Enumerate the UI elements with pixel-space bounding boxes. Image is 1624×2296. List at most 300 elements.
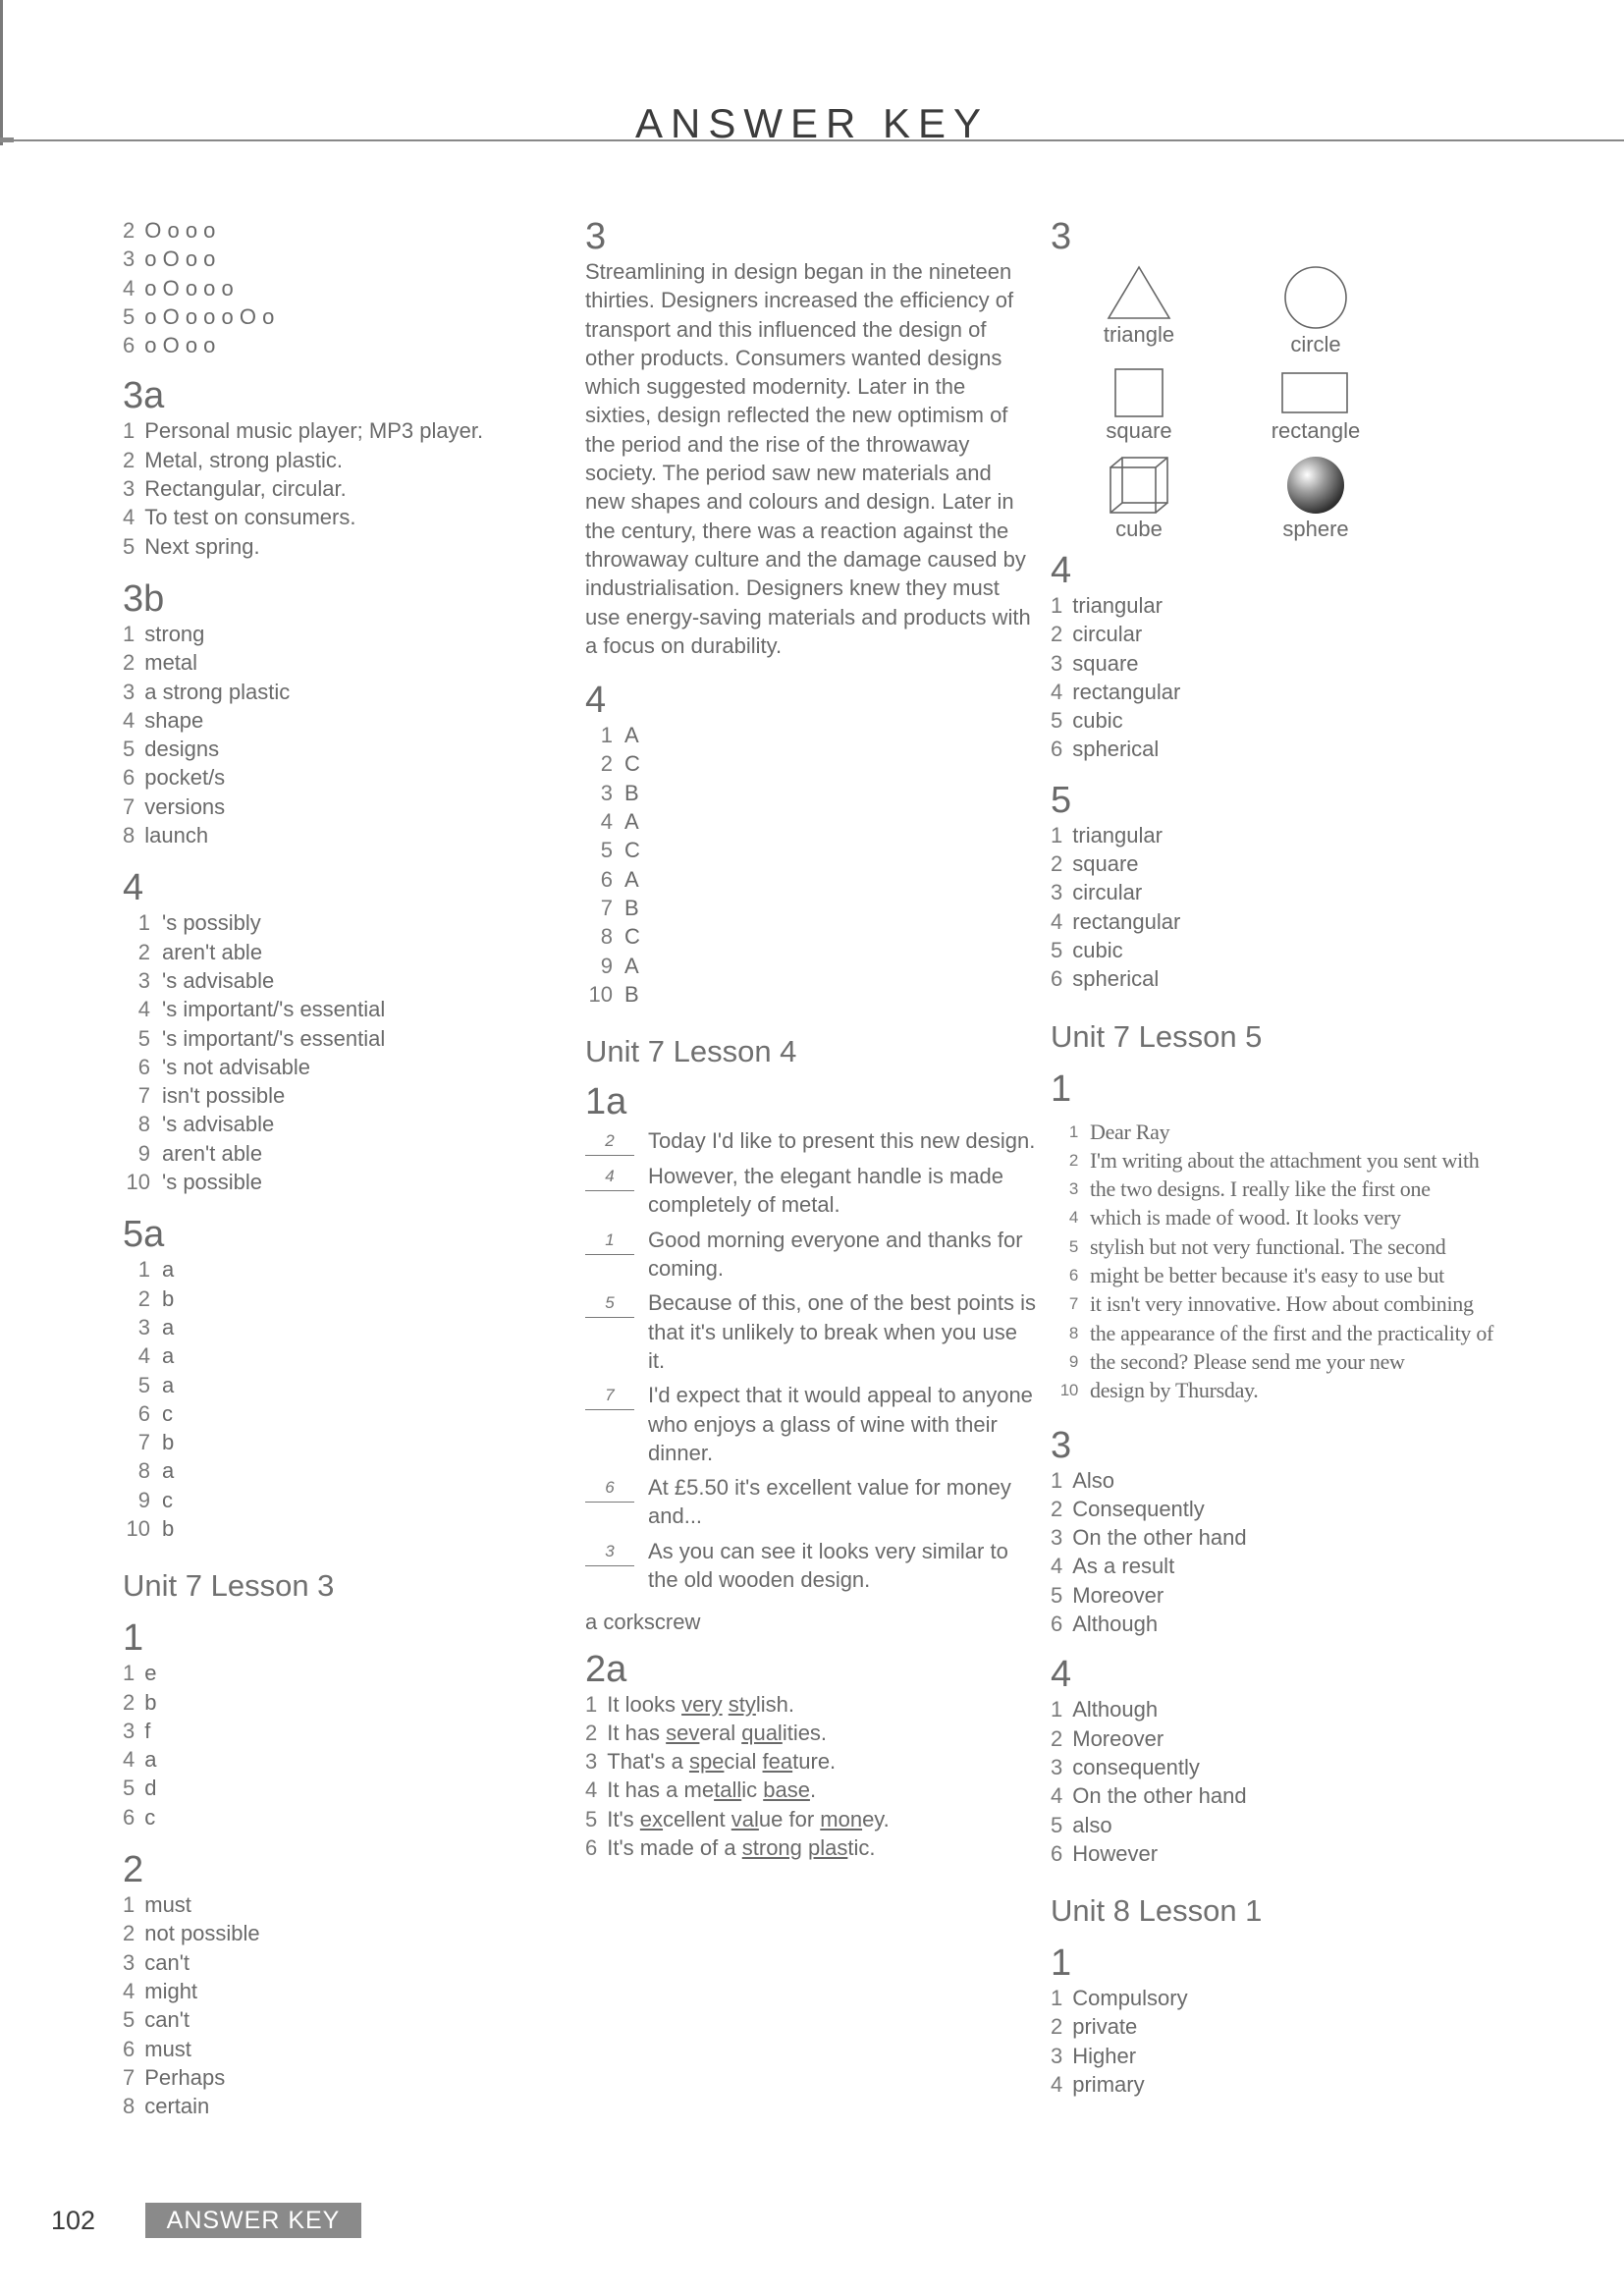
list-item [1051, 1203, 1600, 1231]
item-number: 8 [137, 1458, 150, 1484]
ordering-item [585, 1288, 1037, 1375]
list-item [123, 1285, 574, 1313]
item-number: 1 [585, 1691, 598, 1717]
list-item [585, 779, 1037, 807]
section-heading: 5 [1051, 779, 1072, 821]
item-number: 3 [123, 679, 135, 704]
item-text: Dear Ray [1090, 1119, 1170, 1144]
item-number: 3 [1051, 1754, 1063, 1779]
shape-item [1227, 454, 1404, 542]
list-item [1051, 1811, 1600, 1839]
list-item [123, 648, 574, 677]
item-number: 5 [1051, 1582, 1063, 1608]
text-fragment: cial [724, 1749, 763, 1775]
list-item [123, 1428, 574, 1456]
section-heading: 3b [123, 577, 165, 620]
item-text: Although [1072, 1612, 1159, 1637]
list-item [123, 2063, 574, 2092]
section-heading: 2 [123, 1849, 144, 1891]
list-item [1051, 1175, 1600, 1203]
stress-underline-list [585, 1690, 1037, 1863]
item-number: 5 [1068, 1236, 1078, 1256]
list-item [1051, 706, 1600, 735]
list-item [123, 1514, 574, 1543]
item-text: Higher [1072, 2043, 1137, 2068]
item-number: 2 [1051, 851, 1063, 877]
text-fragment: ey. [862, 1806, 890, 1831]
item-number: 2 [123, 1921, 135, 1946]
item-text: Moreover [1072, 1725, 1164, 1751]
item-text: rectangular [1072, 908, 1181, 934]
list-item [123, 503, 574, 531]
rectangle-icon [1278, 367, 1353, 418]
item-number: 5 [1051, 937, 1063, 962]
list-item [123, 1255, 574, 1284]
item-text: A [624, 809, 639, 835]
item-number: 4 [1051, 1554, 1063, 1579]
item-text: might [144, 1978, 198, 2003]
ordering-list [585, 1126, 1037, 1594]
item-number: 6 [123, 333, 135, 358]
ordering-item [585, 1226, 1037, 1284]
item-number: 6 [137, 1400, 150, 1426]
unit-heading: Unit 7 Lesson 5 [1051, 1018, 1263, 1054]
item-text: aren't able [162, 1140, 263, 1166]
order-number: 6 [585, 1473, 634, 1503]
item-number: 5 [600, 838, 613, 863]
stressed-syllable: fea [762, 1749, 793, 1775]
item-text: a [162, 1372, 175, 1397]
page-title: ANSWER KEY [634, 100, 990, 147]
item-text: Rectangular, circular. [144, 476, 347, 502]
item-text: C [624, 751, 640, 777]
item-number: 3 [123, 1718, 135, 1743]
section-heading: 3 [1051, 1424, 1072, 1466]
list-item [585, 922, 1037, 951]
item-text [607, 1690, 794, 1719]
list-item [123, 302, 574, 331]
item-number: 7 [123, 2064, 135, 2090]
item-text: cubic [1072, 937, 1123, 962]
item-text: f [144, 1718, 151, 1743]
text-fragment: ities. [782, 1720, 828, 1745]
item-text: strong [144, 621, 205, 646]
item-text: b [162, 1285, 175, 1311]
item-number: 5 [137, 1372, 150, 1397]
list-item [585, 1747, 1037, 1776]
item-number: 8 [123, 823, 135, 848]
section-heading: 3a [123, 375, 165, 417]
item-text: circular [1072, 622, 1143, 647]
list-item [123, 938, 574, 966]
list-item [123, 1313, 574, 1341]
ordering-item [585, 1381, 1037, 1467]
ordering-item [585, 1537, 1037, 1595]
item-number: 4 [600, 809, 613, 835]
list-item [1051, 1319, 1600, 1347]
answer-list-3a [123, 416, 574, 560]
ordering-text: At £5.50 it's excellent value for money and... [648, 1475, 1011, 1529]
item-number: 6 [600, 866, 613, 892]
shape-item [1051, 454, 1227, 542]
item-text: Next spring. [144, 533, 260, 559]
list-item [1051, 1984, 1600, 2012]
item-number: 1 [1051, 1697, 1063, 1722]
column-2 [585, 216, 1037, 1862]
item-number: 4 [123, 275, 135, 301]
answer-list-c3-4 [1051, 591, 1600, 764]
section-heading: 5a [123, 1214, 165, 1256]
item-text: A [624, 723, 639, 748]
shape-item [1227, 367, 1404, 444]
list-item [585, 836, 1037, 864]
email-text-list [1051, 1118, 1600, 1405]
item-number: 10 [126, 1515, 150, 1541]
list-item [1051, 1523, 1600, 1552]
list-item [1051, 620, 1600, 648]
circle-icon [1281, 263, 1350, 332]
section-heading: 3 [585, 216, 607, 257]
item-text: a [162, 1257, 175, 1283]
shape-label: sphere [1282, 517, 1349, 541]
answer-note: a corkscrew [585, 1610, 701, 1635]
item-text: a strong plastic [144, 679, 291, 704]
list-item [585, 952, 1037, 980]
item-text: private [1072, 2014, 1138, 2040]
shape-item [1227, 263, 1404, 357]
item-number: 6 [585, 1835, 598, 1861]
item-number: 4 [123, 1747, 135, 1773]
item-text: the two designs. I really like the first one [1090, 1176, 1431, 1202]
shape-label: rectangle [1271, 418, 1361, 443]
ordering-text: Good morning everyone and thanks for coming. [648, 1227, 1023, 1282]
shape-label: circle [1290, 332, 1341, 356]
answer-list-5a [123, 1255, 574, 1543]
stressed-syllable: qual [741, 1720, 783, 1745]
text-fragment: ture. [792, 1749, 837, 1775]
shape-item [1051, 367, 1227, 444]
item-text: shape [144, 707, 204, 733]
item-number: 1 [600, 723, 613, 748]
item-number: 7 [137, 1430, 150, 1455]
list-item [1051, 1839, 1600, 1868]
item-text: versions [144, 793, 226, 819]
item-text: a [144, 1747, 157, 1773]
list-item [123, 908, 574, 937]
order-number: 7 [585, 1381, 634, 1410]
item-text: the appearance of the first and the practicality of [1090, 1320, 1494, 1345]
list-item [1051, 649, 1600, 678]
item-text: Compulsory [1072, 1986, 1188, 2011]
item-text: not possible [144, 1921, 260, 1946]
list-item [123, 2005, 574, 2034]
item-number: 2 [123, 218, 135, 243]
item-text: b [144, 1689, 157, 1715]
item-text: c [144, 1804, 156, 1830]
square-icon [1111, 367, 1166, 418]
section-heading: 4 [1051, 550, 1072, 591]
item-number: 1 [1068, 1121, 1078, 1141]
item-text: aren't able [162, 939, 263, 964]
streamlining-paragraph: Streamlining in design began in the nineteen thirties. Designers increased the efficiency of transport and this influenced the design of other products. Consumers wanted designs which suggested modernity. Later in the sixties, design reflected the new optimism of the period and the rise of the throwaway society. The period saw new materials and new shapes and colours and design. Later in the century, there was a reaction against the throwaway culture and the damage caused by industrialisation. Designers knew they must use energy-saving materials and products with a focus on durability. [585, 259, 1031, 658]
stressed-syllable: sty [728, 1691, 756, 1717]
text-fragment: lish. [755, 1691, 794, 1717]
item-number: 4 [585, 1777, 598, 1803]
list-item [585, 807, 1037, 836]
shape-grid [1051, 263, 1600, 542]
stressed-syllable: sev [666, 1720, 700, 1745]
item-text: e [144, 1661, 157, 1686]
item-number: 6 [123, 2036, 135, 2061]
list-item [123, 995, 574, 1023]
item-number: 3 [1051, 1525, 1063, 1551]
item-number: 1 [137, 1257, 150, 1283]
item-number: 3 [1051, 650, 1063, 676]
text-fragment: ic [741, 1777, 764, 1803]
text-fragment: That's a [607, 1749, 689, 1775]
item-number: 2 [123, 650, 135, 676]
section-heading: 4 [123, 867, 144, 909]
item-text: b [162, 1430, 175, 1455]
item-text: C [624, 838, 640, 863]
ordering-text: I'd expect that it would appeal to anyone who enjoys a glass of wine with their dinner. [648, 1383, 1033, 1465]
list-item [1051, 1495, 1600, 1523]
text-fragment: It has [607, 1720, 667, 1745]
item-number: 1 [123, 418, 135, 444]
ordering-item [585, 1126, 1037, 1156]
list-item [123, 1803, 574, 1831]
text-fragment: ue for [758, 1806, 821, 1831]
list-item [1051, 1552, 1600, 1580]
list-item [123, 793, 574, 821]
list-item [123, 245, 574, 273]
list-item [1051, 1376, 1600, 1404]
item-text: might be better because it's easy to use but [1090, 1263, 1444, 1288]
item-number: 3 [585, 1749, 598, 1775]
shape-label: square [1106, 418, 1172, 443]
item-number: 4 [1068, 1208, 1078, 1228]
item-number: 10 [126, 1170, 150, 1195]
item-number: 5 [1051, 1812, 1063, 1837]
item-number: 3 [137, 1314, 150, 1339]
answer-list-u81-1 [1051, 1984, 1600, 2099]
item-text: 's possible [162, 1170, 263, 1195]
item-text [607, 1833, 875, 1862]
item-text: pocket/s [144, 765, 226, 791]
item-text: B [624, 895, 639, 920]
list-item [585, 749, 1037, 778]
item-text: d [144, 1776, 157, 1801]
item-number: 3 [1051, 880, 1063, 905]
item-text: Metal, strong plastic. [144, 447, 343, 472]
list-item [123, 1774, 574, 1802]
section-heading: 1 [1051, 1067, 1072, 1110]
text-fragment: cellent [663, 1806, 731, 1831]
list-item [585, 1719, 1037, 1747]
item-number: 2 [1051, 2014, 1063, 2040]
list-item [123, 474, 574, 503]
item-number: 9 [137, 1140, 150, 1166]
item-number: 1 [137, 910, 150, 936]
item-text: I'm writing about the attachment you sent with [1090, 1147, 1480, 1173]
list-item [1051, 849, 1600, 878]
text-fragment: It has a me [607, 1777, 715, 1803]
sphere-icon [1283, 454, 1348, 517]
list-item [123, 1948, 574, 1977]
stressed-syllable: ex [639, 1806, 664, 1831]
list-item [123, 1053, 574, 1081]
item-number: 2 [585, 1720, 598, 1745]
text-fragment: It's made of a [607, 1835, 742, 1861]
item-text [607, 1776, 816, 1804]
answer-list-u75-3 [1051, 1466, 1600, 1639]
column-1 [123, 216, 574, 2120]
list-item [1051, 821, 1600, 849]
item-text: 's not advisable [162, 1054, 310, 1079]
item-text: However [1072, 1840, 1159, 1866]
item-number: 1 [123, 1661, 135, 1686]
item-number: 1 [123, 1892, 135, 1918]
item-number: 3 [123, 246, 135, 272]
text-fragment: It's [607, 1806, 640, 1831]
item-text: To test on consumers. [144, 505, 356, 530]
item-number: 4 [1051, 908, 1063, 934]
item-number: 3 [123, 1949, 135, 1975]
list-item [1051, 1118, 1600, 1146]
list-item [123, 216, 574, 245]
item-number: 1 [123, 621, 135, 646]
item-number: 2 [123, 1689, 135, 1715]
item-text: 's possibly [162, 910, 261, 936]
list-item [123, 331, 574, 359]
ordering-text: As you can see it looks very similar to the old wooden design. [648, 1538, 1008, 1592]
item-number: 6 [1051, 737, 1063, 762]
stressed-syllable: strong [741, 1835, 802, 1861]
item-number: 5 [123, 303, 135, 329]
list-item [1051, 936, 1600, 964]
item-number: 8 [137, 1112, 150, 1137]
item-number: 7 [137, 1083, 150, 1109]
item-text: c [162, 1400, 173, 1426]
item-number: 5 [123, 533, 135, 559]
item-text: cubic [1072, 708, 1123, 734]
item-text: As a result [1072, 1554, 1175, 1579]
list-item [1051, 2070, 1600, 2099]
item-text: square [1072, 851, 1139, 877]
item-number: 6 [137, 1054, 150, 1079]
item-number: 8 [600, 924, 613, 950]
list-item [585, 1690, 1037, 1719]
item-text: design by Thursday. [1090, 1378, 1259, 1403]
item-text: A [624, 953, 639, 978]
item-text: the second? Please send me your new [1090, 1348, 1405, 1374]
item-number: 4 [123, 707, 135, 733]
list-item [123, 706, 574, 735]
section-heading: 4 [1051, 1654, 1072, 1696]
item-number: 6 [123, 1804, 135, 1830]
item-number: 9 [1068, 1351, 1078, 1371]
answer-list-u73-2 [123, 1890, 574, 2120]
shape-label: cube [1115, 517, 1163, 541]
item-text: certain [144, 2094, 210, 2119]
section-heading: 2a [585, 1648, 627, 1690]
item-number: 5 [585, 1806, 598, 1831]
item-number: 2 [137, 939, 150, 964]
item-text: O o o o [144, 218, 216, 243]
item-number: 2 [137, 1285, 150, 1311]
list-item [123, 1024, 574, 1053]
unit-heading: Unit 7 Lesson 3 [123, 1568, 335, 1604]
section-heading: 1 [1051, 1942, 1072, 1985]
shape-item [1051, 263, 1227, 357]
answer-list-c2-4 [585, 721, 1037, 1009]
item-number: 4 [137, 997, 150, 1022]
item-text: triangular [1072, 593, 1163, 618]
list-item [1051, 1610, 1600, 1638]
list-item [123, 1371, 574, 1399]
list-item [1051, 1466, 1600, 1495]
list-item [123, 1890, 574, 1919]
item-text: triangular [1072, 822, 1163, 847]
unit-heading: Unit 8 Lesson 1 [1051, 1893, 1263, 1929]
list-item [1051, 1232, 1600, 1261]
list-item [585, 721, 1037, 749]
unit-heading: Unit 7 Lesson 4 [585, 1034, 797, 1069]
list-item [123, 1341, 574, 1370]
list-item [123, 2035, 574, 2063]
item-number: 4 [123, 505, 135, 530]
answer-list-3b [123, 620, 574, 849]
list-item [1051, 1724, 1600, 1753]
list-item [1051, 1289, 1600, 1318]
item-text: B [624, 981, 639, 1007]
ordering-text: Because of this, one of the best points is that it's unlikely to break when you use it. [648, 1290, 1037, 1373]
cube-icon [1107, 454, 1171, 517]
stressed-syllable: val [731, 1806, 759, 1831]
item-number: 2 [1068, 1150, 1078, 1170]
order-number: 5 [585, 1288, 634, 1318]
item-number: 5 [123, 2007, 135, 2033]
item-number: 2 [600, 751, 613, 777]
item-text: Perhaps [144, 2064, 226, 2090]
item-text: On the other hand [1072, 1783, 1247, 1809]
item-text: B [624, 780, 639, 805]
list-item [585, 1805, 1037, 1833]
item-text [607, 1719, 827, 1747]
list-item [1051, 1695, 1600, 1723]
order-number: 2 [585, 1126, 634, 1156]
item-text: can't [144, 2007, 190, 2033]
item-number: 4 [137, 1343, 150, 1369]
list-item [1051, 735, 1600, 763]
item-text: 's important/'s essential [162, 1025, 386, 1051]
item-number: 2 [1051, 1725, 1063, 1751]
item-text: c [162, 1487, 173, 1512]
item-text: must [144, 2036, 191, 2061]
item-number: 2 [123, 447, 135, 472]
stressed-syllable: spe [688, 1749, 725, 1775]
list-item [1051, 1261, 1600, 1289]
list-item [585, 980, 1037, 1009]
item-text: launch [144, 823, 209, 848]
list-item [1051, 878, 1600, 906]
list-item [123, 735, 574, 763]
item-text: 's advisable [162, 967, 275, 993]
item-text: stylish but not very functional. The second [1090, 1233, 1446, 1259]
item-text: Moreover [1072, 1582, 1164, 1608]
list-item [1051, 1146, 1600, 1175]
text-fragment: . [809, 1777, 817, 1803]
